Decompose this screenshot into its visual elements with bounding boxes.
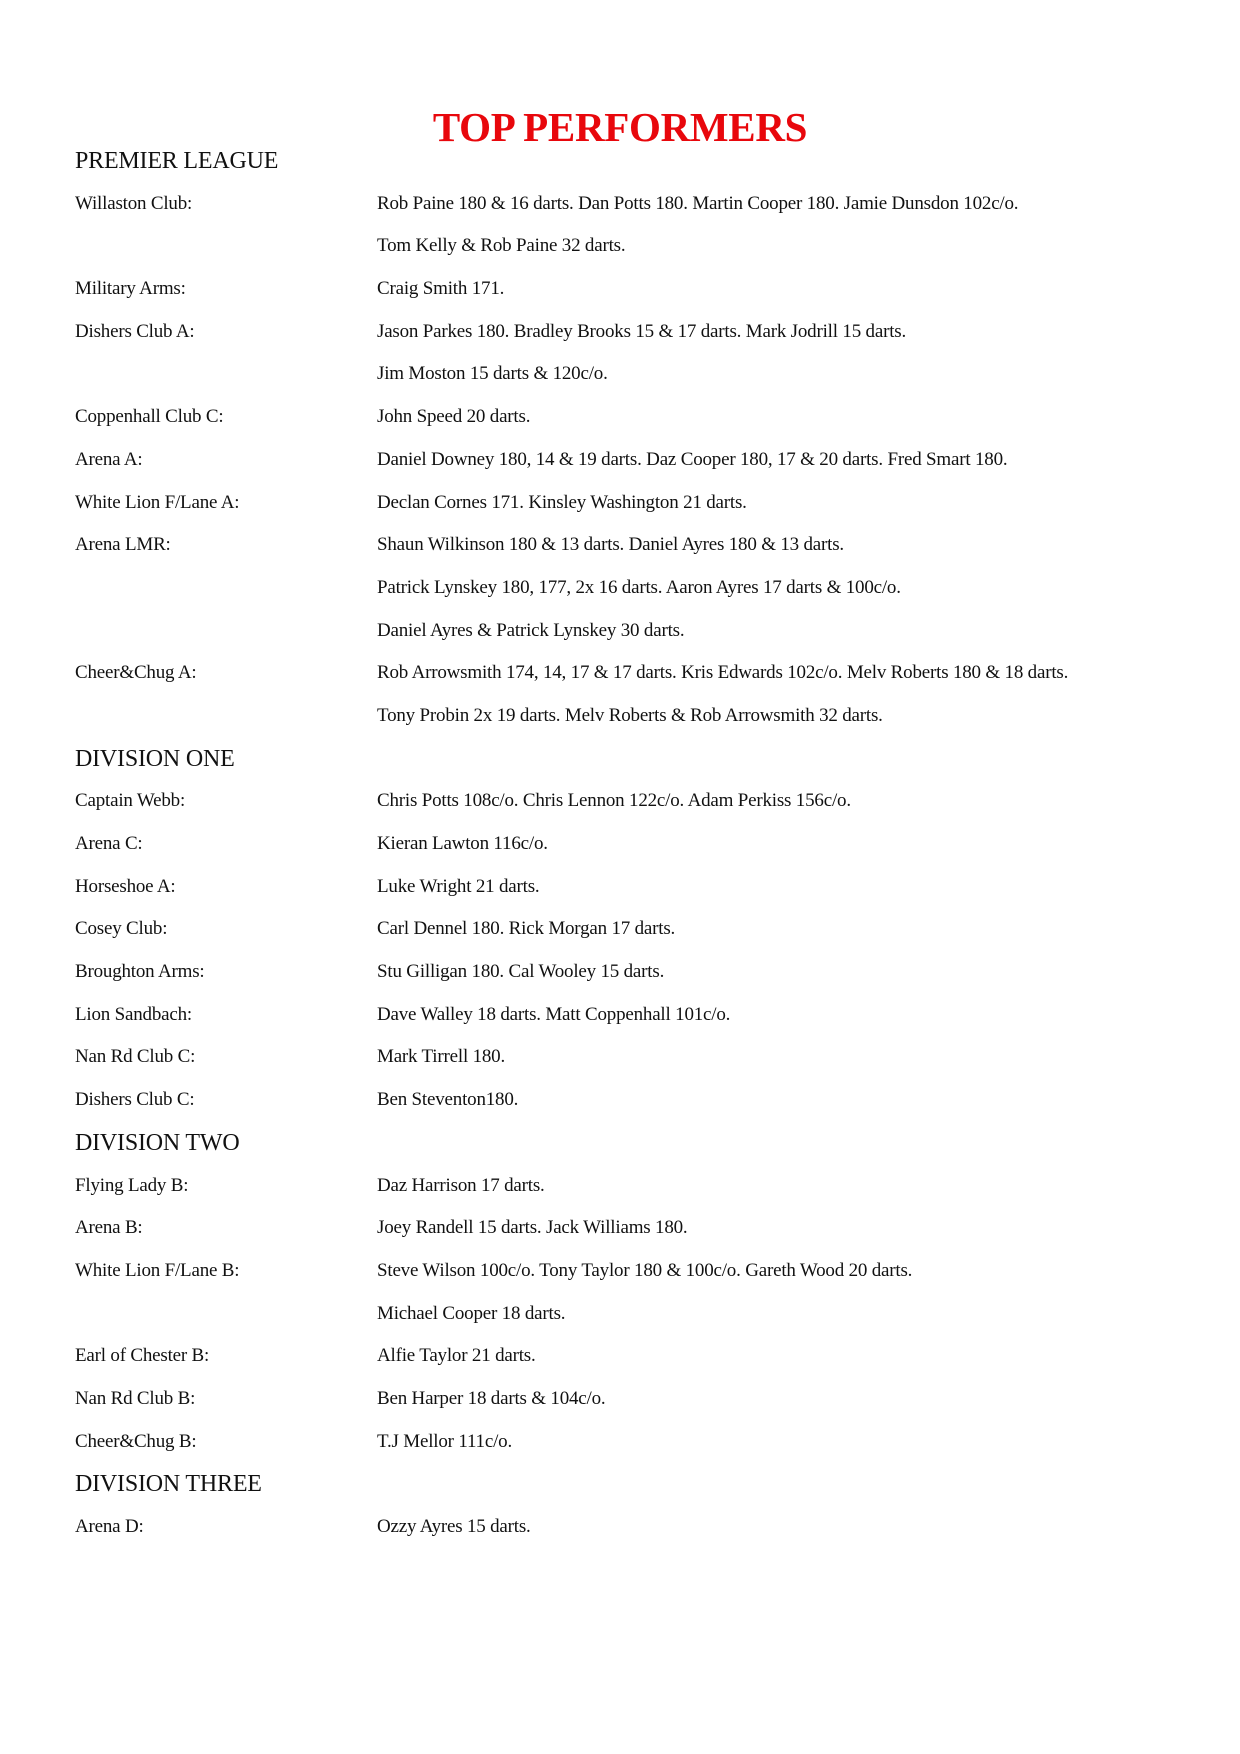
performance-text: T.J Mellor 111c/o. [377,1430,513,1452]
performance-text: Tom Kelly & Rob Paine 32 darts. [377,235,626,257]
performance-text: Patrick Lynskey 180, 177, 2x 16 darts. Aaron Ayres 17 darts & 100c/o. [377,576,901,598]
team-label: Dishers Club C: [75,1089,195,1111]
performer-row [75,439,1195,482]
performer-row [75,1335,1195,1378]
section-division-one [75,738,1195,1122]
performer-row [75,780,1195,823]
team-label: Broughton Arms: [75,961,205,983]
team-label: Arena D: [75,1516,144,1537]
team-label [75,1293,377,1336]
team-label: Cosey Club: [75,918,168,940]
performer-row [75,1378,1195,1421]
performer-row [75,1165,1195,1208]
performance-text: Stu Gilligan 180. Cal Wooley 15 darts. [377,961,665,983]
performance-text: Carl Dennel 180. Rick Morgan 17 darts. [377,918,676,940]
section-division-three [75,1463,1195,1548]
performance-text: Mark Tirrell 180. [377,1046,506,1068]
performance-text: Rob Paine 180 & 16 darts. Dan Potts 180. Martin Cooper 180. Jamie Dunsdon 102c/o. [377,192,1019,214]
performance-text: Jason Parkes 180. Bradley Brooks 15 & 17 darts. Mark Jodrill 15 darts. [377,320,907,342]
team-label [75,695,377,738]
performer-row [75,866,1195,909]
team-label [75,567,377,610]
performance-text: Kieran Lawton 116c/o. [377,833,548,854]
performer-row [75,1079,1195,1122]
performance-text: Shaun Wilkinson 180 & 13 darts. Daniel Ayres 180 & 13 darts. [377,534,844,556]
section-heading: DIVISION THREE [75,1471,262,1498]
performance-text: Jim Moston 15 darts & 120c/o. [377,363,608,385]
performance-text: Daz Harrison 17 darts. [377,1174,545,1196]
team-label: Dishers Club A: [75,320,195,342]
performance-text: Craig Smith 171. [377,278,505,300]
team-label: Nan Rd Club B: [75,1387,196,1409]
performer-row [75,1036,1195,1079]
performer-row [75,567,1195,610]
team-label: Arena A: [75,448,143,470]
performance-text: Ben Steventon180. [377,1089,519,1111]
performance-text: Tony Probin 2x 19 darts. Melv Roberts & Rob Arrowsmith 32 darts. [377,704,883,726]
performance-text: Daniel Ayres & Patrick Lynskey 30 darts. [377,619,685,641]
performer-row [75,1421,1195,1464]
section-heading: DIVISION ONE [75,745,235,772]
performer-row [75,1250,1195,1293]
performance-text: Joey Randell 15 darts. Jack Williams 180. [377,1217,688,1239]
performer-row [75,951,1195,994]
team-label: Earl of Chester B: [75,1345,210,1367]
team-label: Flying Lady B: [75,1174,189,1196]
team-label: Cheer&Chug B: [75,1430,197,1452]
team-label [75,610,377,653]
section-premier-league [75,140,1195,738]
section-heading: DIVISION TWO [75,1129,240,1156]
team-label: Horseshoe A: [75,875,176,897]
page-title: TOP PERFORMERS [432,104,808,151]
team-label: Cheer&Chug A: [75,662,197,684]
performer-row [75,908,1195,951]
performer-row [75,524,1195,567]
performer-row [75,1506,1195,1549]
performance-text: Dave Walley 18 darts. Matt Coppenhall 101c/o. [377,1003,731,1025]
performance-text: Luke Wright 21 darts. [377,875,540,897]
performance-text: Chris Potts 108c/o. Chris Lennon 122c/o. Adam Perkiss 156c/o. [377,790,851,812]
performer-row [75,353,1195,396]
team-label: Willaston Club: [75,192,193,214]
team-label: Military Arms: [75,278,186,300]
performers-list [75,140,1195,1549]
performer-row [75,396,1195,439]
performer-row [75,268,1195,311]
performer-row [75,652,1195,695]
performer-row [75,1207,1195,1250]
performer-row [75,482,1195,525]
performer-row [75,823,1195,866]
performer-row [75,994,1195,1037]
performance-text: Steve Wilson 100c/o. Tony Taylor 180 & 100c/o. Gareth Wood 20 darts. [377,1259,913,1281]
team-label: White Lion F/Lane B: [75,1259,240,1281]
team-label: Arena LMR: [75,534,171,556]
performer-row [75,695,1195,738]
performance-text: Declan Cornes 171. Kinsley Washington 21 darts. [377,491,747,513]
performance-text: Ben Harper 18 darts & 104c/o. [377,1387,606,1409]
section-division-two [75,1122,1195,1464]
team-label: Captain Webb: [75,790,186,812]
performance-text: Rob Arrowsmith 174, 14, 17 & 17 darts. Kris Edwards 102c/o. Melv Roberts 180 & 18 darts. [377,662,1069,684]
team-label: Coppenhall Club C: [75,406,224,428]
performance-text: Daniel Downey 180, 14 & 19 darts. Daz Cooper 180, 17 & 20 darts. Fred Smart 180. [377,448,1008,470]
team-label: Arena C: [75,833,143,854]
section-heading: PREMIER LEAGUE [75,148,279,174]
performer-row [75,225,1195,268]
performer-row [75,610,1195,653]
team-label [75,225,377,268]
team-label [75,353,377,396]
team-label: Nan Rd Club C: [75,1046,196,1068]
performance-text: Alfie Taylor 21 darts. [377,1345,536,1367]
performer-row [75,311,1195,354]
performer-row [75,1293,1195,1336]
performance-text: Michael Cooper 18 darts. [377,1302,566,1324]
team-label: Lion Sandbach: [75,1003,192,1025]
performer-row [75,183,1195,226]
team-label: White Lion F/Lane A: [75,491,240,513]
performance-text: John Speed 20 darts. [377,406,531,428]
team-label: Arena B: [75,1217,143,1239]
performance-text: Ozzy Ayres 15 darts. [377,1516,531,1537]
